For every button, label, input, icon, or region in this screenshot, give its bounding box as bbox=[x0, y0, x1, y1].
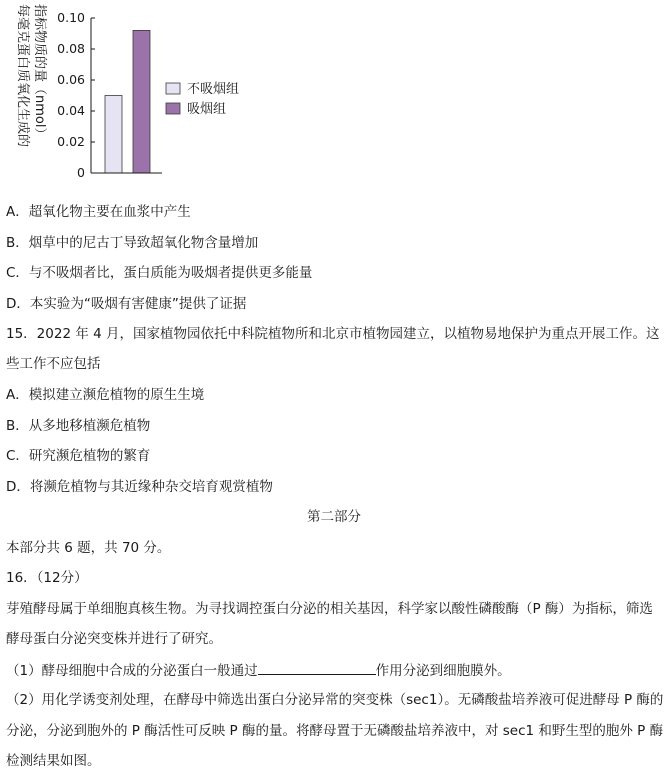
q16-part1-after: 作用分泌到细胞膜外。 bbox=[375, 663, 511, 679]
q16-part1-before: （1）酵母细胞中合成的分泌蛋白一般通过 bbox=[6, 663, 258, 679]
answer-blank[interactable] bbox=[258, 661, 376, 675]
q14-option-d: D．本实验为“吸烟有害健康”提供了证据 bbox=[6, 296, 247, 312]
q16-intro-line2: 酵母蛋白分泌突变株并进行了研究。 bbox=[6, 631, 222, 647]
bar-chart bbox=[0, 0, 300, 195]
q16-head: 16．（12分） bbox=[6, 570, 88, 586]
y-tick-label: 0.02 bbox=[57, 134, 85, 149]
y-axis-label-line1: 每毫克蛋白质氧化生成的 bbox=[15, 4, 30, 148]
q15-option-c: C．研究濒危植物的繁育 bbox=[6, 448, 151, 464]
q15-stem-line1: 15．2022 年 4 月，国家植物园依托中科院植物所和北京市植物园建立，以植物易地保护为重点开展工作。这 bbox=[6, 326, 660, 342]
legend-swatch bbox=[166, 83, 180, 94]
q15-option-a: A．模拟建立濒危植物的原生生境 bbox=[6, 387, 205, 403]
bar-non-smoker bbox=[105, 96, 122, 174]
q16-part2-line2: 分泌，分泌到胞外的 P 酶活性可反映 P 酶的量。将酵母置于无磷酸盐培养液中，对 sec1 和野生型的胞外 P 酶 bbox=[6, 723, 664, 739]
q15-option-b: B．从多地移植濒危植物 bbox=[6, 418, 151, 434]
legend-label: 吸烟组 bbox=[187, 102, 227, 117]
q15-stem-line2: 些工作不应包括 bbox=[6, 356, 101, 372]
q15-option-d: D．将濒危植物与其近缘种杂交培育观赏植物 bbox=[6, 479, 273, 495]
q14-option-a: A．超氧化物主要在血浆中产生 bbox=[6, 204, 191, 220]
part2-title: 第二部分 bbox=[307, 509, 361, 525]
y-tick-label: 0.08 bbox=[57, 41, 85, 56]
q14-option-b: B．烟草中的尼古丁导致超氧化物含量增加 bbox=[6, 235, 259, 251]
q16-part2-line3: 检测结果如图。 bbox=[6, 753, 101, 769]
q16-part1 bbox=[6, 661, 511, 680]
y-tick-label: 0.10 bbox=[57, 10, 85, 25]
legend-swatch bbox=[166, 103, 180, 114]
q16-part2-line1: （2）用化学诱变剂处理，在酵母中筛选出蛋白分泌异常的突变株（sec1）。无磷酸盐培养液可促进酵母 P 酶的 bbox=[6, 692, 664, 708]
legend-label: 不吸烟组 bbox=[187, 82, 240, 97]
y-tick-label: 0.06 bbox=[57, 72, 85, 87]
part2-summary: 本部分共 6 题，共 70 分。 bbox=[6, 540, 171, 556]
y-axis-label-line2: 指标物质的量（nmol） bbox=[32, 4, 47, 141]
bar-smoker bbox=[133, 30, 150, 173]
q14-option-c: C．与不吸烟者比，蛋白质能为吸烟者提供更多能量 bbox=[6, 265, 313, 281]
y-tick-label: 0 bbox=[77, 165, 85, 180]
q16-intro-line1: 芽殖酵母属于单细胞真核生物。为寻找调控蛋白分泌的相关基因，科学家以酸性磷酸酶（P 酶）为指标，筛选 bbox=[6, 601, 653, 617]
y-tick-label: 0.04 bbox=[57, 103, 85, 118]
